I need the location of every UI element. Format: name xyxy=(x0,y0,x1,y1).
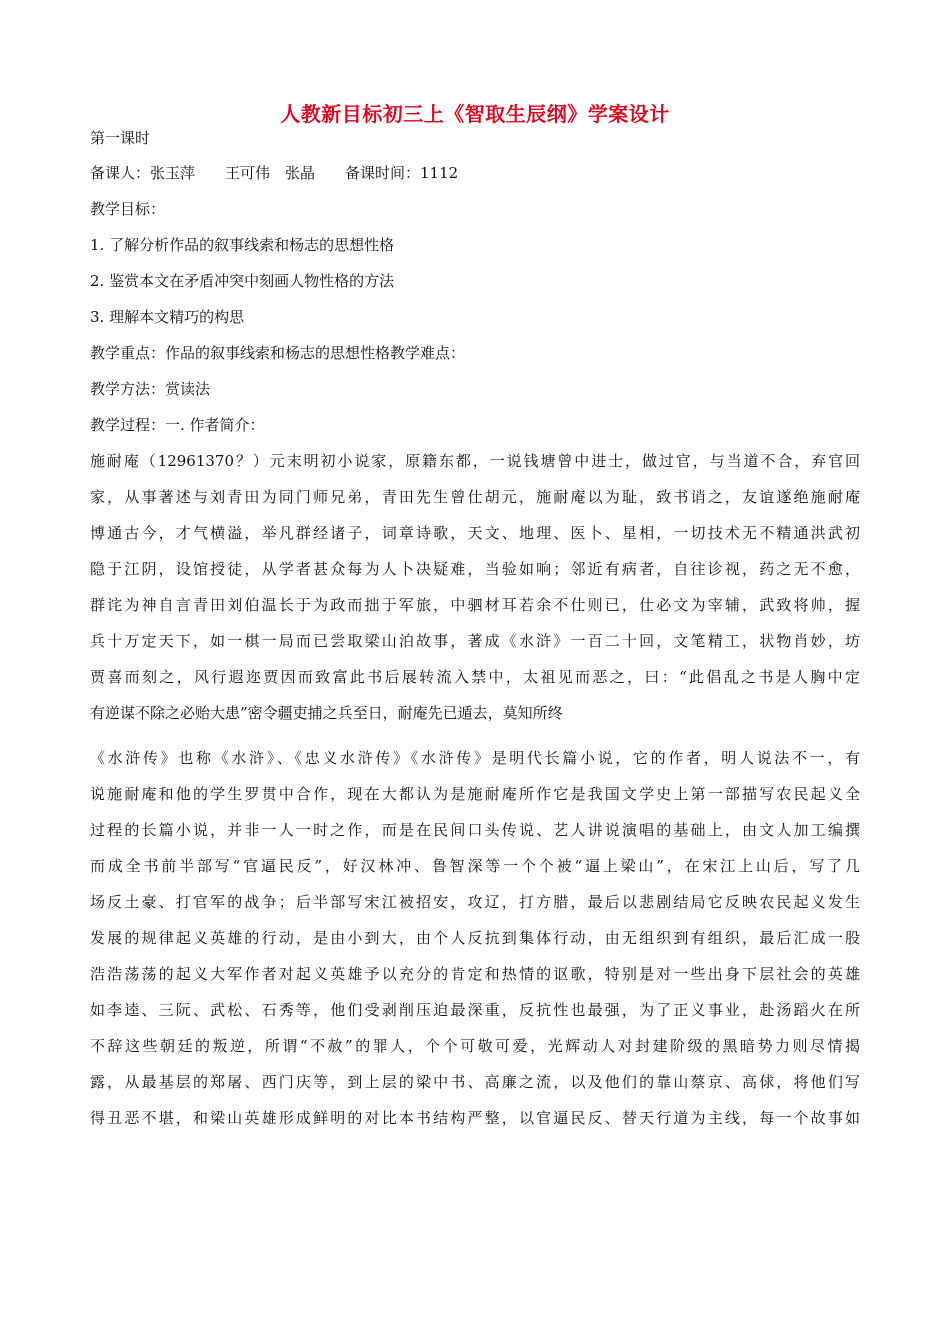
paragraph-line: 过程的长篇小说，并非一人一时之作，而是在民间口头传说、艺人讲说演唱的基础上，由文人加工编撰 xyxy=(90,821,860,839)
paragraph-line: 兵十万定天下，如一棋一局而已尝取梁山泊故事，著成《水浒》一百二十回，文笔精工，状物肖妙，坊 xyxy=(90,632,860,650)
document-title: 人教新目标初三上《智取生辰纲》学案设计 xyxy=(280,102,670,126)
paragraph-line: 如李逵、三阮、武松、石秀等，他们受剥削压迫最深重，反抗性也最强，为了正义事业，赴汤蹈火在所 xyxy=(90,1001,860,1019)
paragraph-line: 不辞这些朝廷的叛逆，所谓“不赦”的罪人，个个可敬可爱，光辉动人对封建阶级的黑暗势力则尽情揭 xyxy=(90,1037,860,1055)
paragraph-line: 贾喜而刻之，风行遐迩贾因而致富此书后展转流入禁中，太祖见而恶之，曰：“此倡乱之书是人胸中定 xyxy=(90,668,860,686)
paragraph-line: 发展的规律起义英雄的行动，是由小到大，由个人反抗到集体行动，由无组织到有组织，最后汇成一股 xyxy=(90,929,860,947)
paragraph-line: 而成全书前半部写“官逼民反”，好汉林冲、鲁智深等一个个被“逼上梁山”，在宋江上山后，写了几 xyxy=(90,857,860,875)
paragraph-line: 浩浩荡荡的起义大军作者对起义英雄予以充分的肯定和热情的讴歌，特别是对一些出身下层社会的英雄 xyxy=(90,965,860,983)
lesson-label: 第一课时 xyxy=(90,129,151,147)
objective-item: 2. 鉴赏本文在矛盾冲突中刻画人物性格的方法 xyxy=(90,272,395,290)
teaching-process-line: 教学过程：一. 作者简介： xyxy=(90,416,265,434)
paragraph-line: 群诧为神自言青田刘伯温长于为政而拙于军旅，中驷材耳若余不仕则已，仕必文为宰辅，武致将帅，握 xyxy=(90,596,860,614)
paragraph-line: 露，从最基层的郑屠、西门庆等，到上层的梁中书、高廉之流，以及他们的靠山蔡京、高俅，将他们写 xyxy=(90,1073,860,1091)
author-intro-paragraph xyxy=(90,443,860,731)
key-points-line: 教学重点：作品的叙事线索和杨志的思想性格教学难点： xyxy=(90,344,466,362)
paragraph-line: 《水浒传》也称《水浒》、《忠义水浒传》《水浒传》是明代长篇小说，它的作者，明人说法不一，有 xyxy=(90,749,860,767)
paragraph-line: 得丑恶不堪，和梁山英雄形成鲜明的对比本书结构严整，以官逼民反、替天行道为主线，每一个故事如 xyxy=(90,1109,860,1127)
paragraph-line: 家，从事著述与刘青田为同门师兄弟，青田先生曾仕胡元，施耐庵以为耻，致书诮之，友谊遂绝施耐庵 xyxy=(90,488,860,506)
paragraph-line: 博通古今，才气横溢，举凡群经诸子，词章诗歌，天文、地理、医卜、星相，一切技术无不精通洪武初 xyxy=(90,524,860,542)
paragraph-line: 有逆谋不除之必贻大患”密令疆吏捕之兵至日，耐庵先已遁去，莫知所终 xyxy=(90,704,563,722)
teaching-method-line: 教学方法：赏读法 xyxy=(90,380,211,398)
preparers-line: 备课人：张玉萍 王可伟 张晶 备课时间：1112 xyxy=(90,164,459,182)
paragraph-line: 隐于江阴，设馆授徒，从学者甚众每为人卜决疑难，当验如响；邻近有病者，自往诊视，药之无不愈， xyxy=(90,560,860,578)
objective-item: 1. 了解分析作品的叙事线索和杨志的思想性格 xyxy=(90,236,395,254)
objective-item: 3. 理解本文精巧的构思 xyxy=(90,308,245,326)
paragraph-line: 场反土豪、打官军的战争；后半部写宋江被招安，攻辽，打方腊，最后以悲剧结局它反映农民起义发生 xyxy=(90,893,860,911)
paragraph-line: 施耐庵（12961370？）元末明初小说家，原籍东都，一说钱塘曾中进士，做过官，与当道不合，弃官回 xyxy=(90,452,860,470)
objectives-heading: 教学目标： xyxy=(90,200,166,218)
novel-intro-paragraph xyxy=(90,740,860,1136)
paragraph-line: 说施耐庵和他的学生罗贯中合作，现在大都认为是施耐庵所作它是我国文学史上第一部描写农民起义全 xyxy=(90,785,860,803)
